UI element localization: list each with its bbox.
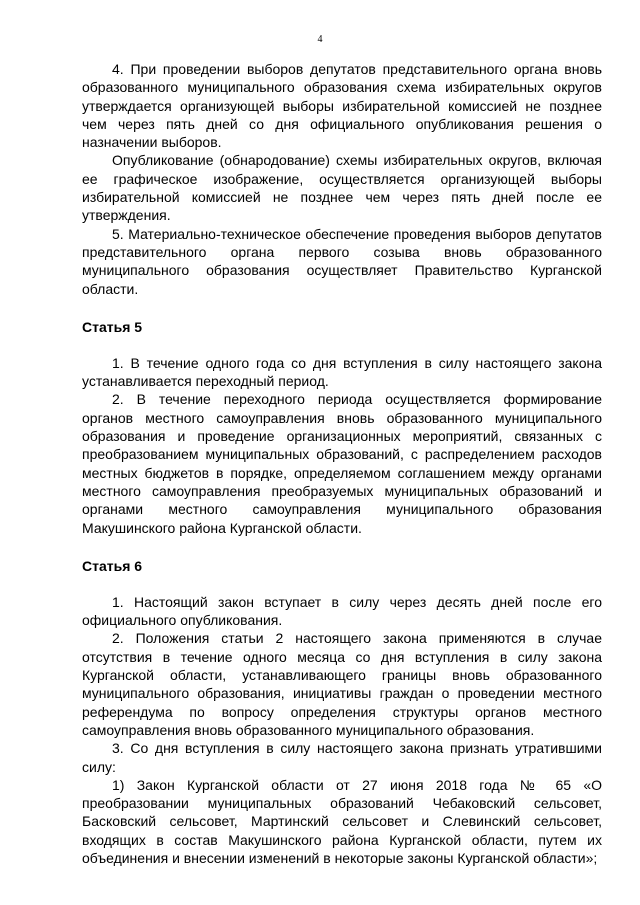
article6-paragraph-1: 1. Настоящий закон вступает в силу через десять дней после его официального опубликования. — [82, 593, 602, 629]
article6-heading: Статья 6 — [82, 557, 143, 574]
article6-item-1: 1) Закон Курганской области от 27 июня 2018 года № 65 «О преобразовании муниципальных образований Чебаковский сельсовет, Басковский сельсовет, Мартинский сельсовет и Слевинский сельсовет, входящих в состав Макушинского района Курганской области, путем их объединения и внесении изменений в некоторые законы Курганской области»; — [82, 776, 602, 866]
article6-paragraph-3: 3. Со дня вступления в силу настоящего закона признать утратившими силу: — [82, 740, 602, 775]
article5-heading: Статья 5 — [82, 318, 143, 335]
article6-paragraph-2: 2. Положения статьи 2 настоящего закона применяются в случае отсутствия в течение одного месяца со дня вступления в силу закона Курганской области, устанавливающего границы вновь образованного муниципального образования, инициативы граждан о проведении местного референдума по вопросу определения структуры органов местного самоуправления вновь образованного муниципального образования. — [82, 630, 602, 738]
document-body — [82, 60, 602, 867]
article5-paragraph-1: 1. В течение одного года со дня вступления в силу настоящего закона устанавливается переходный период. — [82, 354, 602, 390]
article4-paragraph-publication: Опубликование (обнародование) схемы избирательных округов, включая ее графическое изображение, осуществляется организующей выборы избирательной комиссией не позднее чем через пять дней после ее утверждения. — [82, 152, 602, 224]
page-number: 4 — [317, 34, 323, 45]
article4-paragraph-5: 5. Материально-техническое обеспечение проведения выборов депутатов представительного органа первого созыва вновь образованного муниципального образования осуществляет Правительство Курганской области. — [82, 225, 602, 297]
article4-paragraph-4: 4. При проведении выборов депутатов представительного органа вновь образованного муниципального образования схема избирательных округов утверждается организующей выборы избирательной комиссией не позднее чем через пять дней со дня официального опубликования решения о назначении выборов. — [82, 61, 602, 151]
article5-paragraph-2: 2. В течение переходного периода осуществляется формирование органов местного самоуправления вновь образованного муниципального образования и проведение организационных мероприятий, связанных с преобразованием муниципальных образований, с распределением расходов местных бюджетов в порядке, определяемом соглашением между органами местного самоуправления преобразуемых муниципальных образований и органами местного самоуправления муниципального образования Макушинского района Курганской области. — [82, 391, 602, 536]
